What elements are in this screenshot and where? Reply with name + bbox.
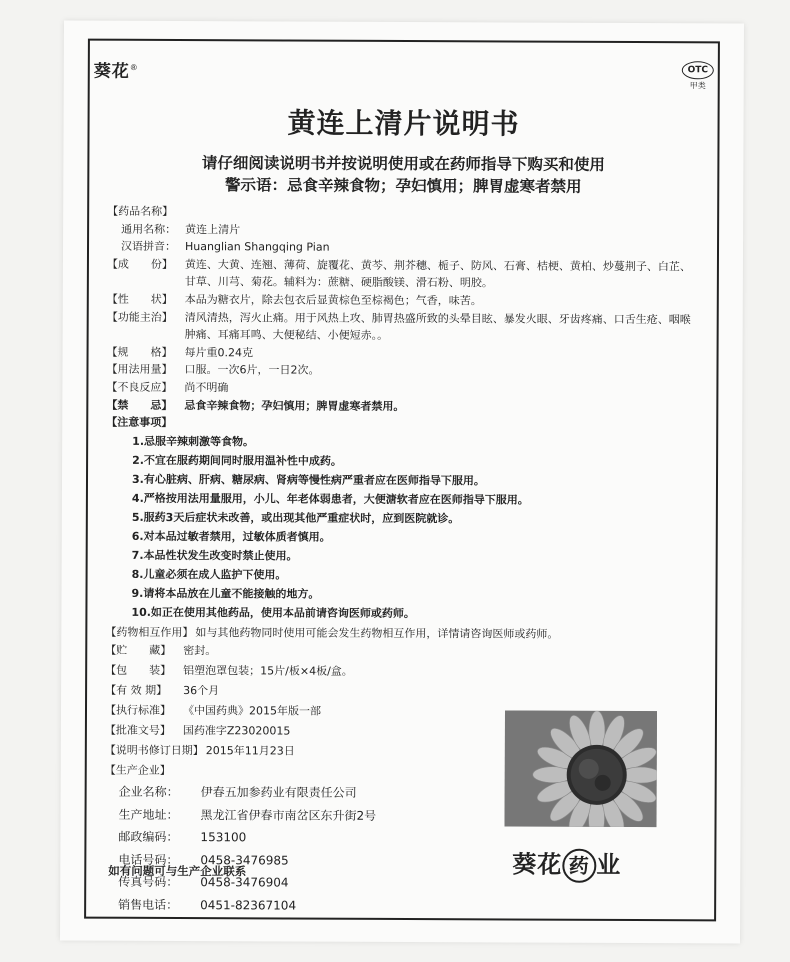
contact-note: 如有问题可与生产企业联系	[108, 863, 247, 879]
validity-label: 【有 效 期】	[105, 684, 168, 698]
ingredients-row	[107, 255, 697, 293]
package-value: 铝塑泡罩包装；15片/板×4板/盒。	[183, 664, 353, 679]
precaution-item: 2.不宜在服药期间同时服用温补性中成药。	[132, 453, 342, 468]
precautions-label: 【注意事项】	[106, 415, 173, 430]
precaution-item: 4.严格按用法用量服用，小儿、年老体弱患者，大便溏软者应在医师指导下服用。	[131, 491, 529, 507]
precaution-item: 6.对本品过敏者禁用，过敏体质者慎用。	[131, 529, 331, 544]
standard-label: 【执行标准】	[104, 704, 172, 718]
standard-value: 《中国药典》2015年版一部	[182, 704, 322, 718]
precaution-item: 7.本品性状发生改变时禁止使用。	[131, 548, 298, 563]
precaution-item: 8.儿童必须在成人监护下使用。	[131, 567, 287, 582]
enterprise-name-label: 企业名称：	[118, 785, 179, 800]
precaution-item: 9.请将本品放在儿童不能接触的地方。	[131, 586, 320, 601]
interaction-label: 【药物相互作用】	[105, 625, 194, 639]
fax-value: 0458-3476904	[200, 875, 289, 890]
sales-phone-row	[104, 894, 694, 919]
storage-label: 【贮 藏】	[105, 644, 172, 658]
otc-label: OTC	[682, 61, 714, 79]
postcode-value: 153100	[200, 830, 247, 845]
phone-value: 0458-3476985	[200, 852, 289, 868]
validity-row	[105, 681, 695, 704]
precaution-item: 1.忌服辛辣刺激等食物。	[132, 434, 255, 449]
precaution-item: 5.服药3天后症状未改善，或出现其他严重症状时，应到医院就诊。	[131, 510, 460, 525]
storage-value: 密封。	[183, 644, 217, 658]
brand-logo	[94, 57, 139, 82]
spec-label: 【规 格】	[106, 345, 173, 359]
character-value: 本品为糖衣片，除去包衣后显黄棕色至棕褐色；气香，味苦。	[184, 293, 482, 308]
approval-value: 国药准字Z23020015	[182, 724, 291, 738]
approval-label: 【批准文号】	[104, 724, 171, 738]
sunflower-image	[504, 710, 657, 827]
warning-line: 警示语：忌食辛辣食物；孕妇慎用；脾胃虚寒者禁用	[224, 176, 582, 196]
function-value: 清风清热，泻火止痛。用于风热上攻、肺胃热盛所致的头晕目眩、暴发火眼、牙齿疼痛、口舌生疮、咽喉肿痛、耳痛耳鸣、大便秘结、小便短赤。。	[184, 310, 691, 343]
usage-label: 【用法用量】	[106, 363, 173, 377]
usage-value: 口服。一次6片，一日2次。	[184, 363, 320, 377]
pinyin-value: Huanglian Shangqing Pian	[184, 240, 330, 254]
drug-name-label: 【药品名称】	[107, 204, 174, 218]
generic-name-value: 黄连上清片	[185, 222, 241, 236]
interaction-value: 如与其他药物同时使用可能会发生药物相互作用，详情请咨询医师或药师。	[195, 625, 559, 641]
phone-label: 电话号码：	[118, 852, 179, 867]
fax-label: 传真号码：	[118, 875, 179, 890]
address-value: 黑龙江省伊春市南岔区东升街2号	[200, 807, 377, 823]
address-label: 生产地址：	[118, 807, 179, 822]
ingredients-value: 黄连、大黄、连翘、薄荷、旋覆花、黄芩、荆芥穗、栀子、防风、石膏、桔梗、黄柏、炒蔓荆子、白芷、甘草、川芎、菊花。辅料为：蔗糖、硬脂酸镁、滑石粉、明胶。	[184, 257, 691, 290]
read-notice: 请仔细阅读说明书并按说明使用或在药师指导下购买和使用	[201, 154, 605, 174]
revision-value: 2015年11月23日	[205, 744, 295, 758]
contraindication-label: 【禁 忌】	[106, 398, 173, 412]
registered-mark: ®	[129, 63, 139, 73]
precaution-item: 3.有心脏病、肝病、糖尿病、肾病等慢性病严重者应在医师指导下服用。	[131, 472, 485, 488]
contraindication-value: 忌食辛辣食物；孕妇慎用；脾胃虚寒者禁用。	[184, 398, 405, 413]
validity-value: 36个月	[183, 684, 220, 698]
generic-name-label: 通用名称：	[121, 222, 177, 236]
instruction-sheet	[60, 21, 744, 944]
package-label: 【包 装】	[105, 664, 172, 678]
sunflower-icon	[504, 710, 657, 827]
sales-phone-label: 销售电话：	[118, 897, 179, 912]
brand-bottom-text-2: 业	[596, 850, 622, 879]
brand-bottom-yao: 药	[562, 849, 596, 883]
enterprise-name-value: 伊春五加参药业有限责任公司	[200, 785, 357, 801]
character-label: 【性 状】	[106, 292, 173, 306]
package-row	[105, 661, 695, 684]
brand-bottom-text-1: 葵花	[512, 850, 563, 879]
spec-value: 每片重0.24克	[184, 345, 254, 360]
precaution-item: 10.如正在使用其他药品，使用本品前请咨询医师或药师。	[131, 605, 415, 620]
storage-row	[105, 641, 695, 664]
brand-logo-text: 葵花	[93, 61, 130, 82]
enterprise-label: 【生产企业】	[104, 764, 171, 778]
page-title: 黄连上清片说明书	[287, 106, 520, 141]
adverse-label: 【不良反应】	[106, 380, 173, 394]
otc-badge	[682, 61, 714, 91]
revision-label: 【说明书修订日期】	[104, 744, 204, 758]
otc-class: 甲类	[689, 81, 706, 91]
function-label: 【功能主治】	[106, 310, 173, 324]
contraindication-row	[106, 396, 696, 416]
brand-bottom-logo	[512, 844, 621, 882]
ingredients-label: 【成 份】	[106, 257, 173, 271]
postcode-label: 邮政编码：	[118, 830, 179, 845]
sales-phone-value: 0451-82367104	[200, 897, 297, 913]
pinyin-label: 汉语拼音：	[120, 239, 177, 254]
adverse-value: 尚不明确	[184, 380, 229, 395]
function-row	[107, 308, 697, 346]
